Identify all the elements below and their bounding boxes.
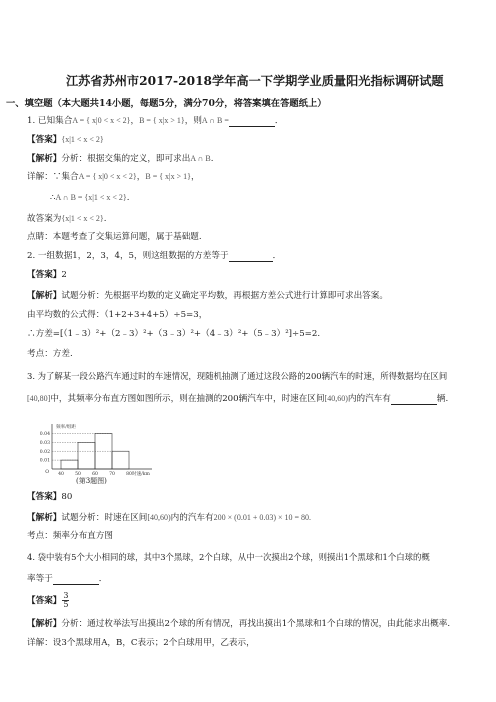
q1-answer — [27, 134, 104, 146]
q3-question-line2 — [27, 393, 448, 405]
q3-analysis-text-2: 内的汽车有 — [170, 513, 214, 523]
analysis-label: 【解析】 — [27, 513, 62, 523]
q3-question-line1: 3. 为了解某一段公路汽车通过时的车速情况，现随机抽测了通过这段公路的200辆汽车的时速，所得数据均在区间 — [27, 371, 448, 381]
q1-analysis-end: . — [210, 154, 214, 164]
q3-answer-value: 80 — [61, 492, 73, 502]
q2-analysis-text: 试题分析：先根据平均数的定义确定平均数，再根据方差公式进行计算即可求出答案。 — [61, 291, 388, 301]
q1-detail-sep: ， — [136, 172, 146, 182]
y-axis-title: 频率/组距 — [56, 425, 76, 430]
chart-caption: (第3题图) — [76, 477, 107, 485]
q3-kaodian: 考点：频率分布直方图 — [27, 531, 113, 541]
q2-variance: ∴方差=[（1﹣3）²+（2﹣3）²+（3﹣3）²+（4﹣3）²+（5﹣3）²]÷5=2. — [27, 329, 321, 339]
y-tick-label: 0.01 — [39, 458, 50, 464]
q1-set-a: A = { x|0 < x < 2} — [72, 116, 131, 125]
q1-therefore — [50, 192, 129, 204]
q1-sep: ， — [130, 116, 140, 126]
analysis-label: 【解析】 — [27, 619, 62, 629]
q1-detail-text: ∵集合 — [52, 172, 79, 182]
q4-question-line2 — [27, 574, 107, 585]
q1-therefore-end: . — [126, 193, 130, 203]
q1-note: 点睛：本题考查了交集运算问题，属于基础题. — [27, 232, 202, 242]
q2-kaodian: 考点：方差. — [27, 349, 73, 359]
section-heading: 一、填空题（本大题共14小题，每题5分，满分70分，将答案填在答题纸上） — [6, 98, 327, 109]
q1-end: ． — [274, 116, 284, 126]
frequency-histogram — [26, 423, 171, 479]
x-tick-label: 50 — [75, 472, 81, 477]
fraction-numerator: 3 — [63, 591, 69, 600]
analysis-label: 【解析】 — [27, 291, 62, 301]
q1-detail-label: 详解： — [27, 172, 53, 182]
q1-detail-end: ， — [191, 172, 200, 182]
answer-label: 【答案】 — [27, 135, 62, 145]
q1-conclusion-end: . — [103, 214, 107, 224]
answer-label: 【答案】 — [27, 596, 62, 606]
y-tick-label: 0.04 — [39, 432, 50, 438]
q2-question — [27, 251, 281, 262]
y-tick-label: 0.02 — [39, 449, 50, 455]
q3-answer-blank — [391, 395, 437, 405]
q3-analysis-expr: 200 × (0.01 + 0.03) × 10 = 80. — [213, 513, 312, 522]
q1-analysis-text: 分析：根据交集的定义，即可求出 — [61, 154, 191, 164]
q3-interval-a: [40,80] — [27, 394, 51, 403]
q1-analysis-expr: A ∩ B — [190, 154, 211, 163]
origin-label: O — [45, 470, 49, 475]
q1-detail-set-b: B = { x|x > 1} — [145, 172, 191, 181]
q2-mean: 由平均数的公式得：（1+2+3+4+5）÷5=3， — [27, 310, 208, 320]
q4-end: ． — [98, 574, 108, 584]
q3-question-text: 中，其频率分布直方图如图所示，则在抽测的200辆汽车中，时速在区间 — [50, 394, 325, 404]
fraction-denominator: 5 — [63, 600, 69, 609]
q1-analysis — [27, 153, 214, 165]
y-tick-label: 0.03 — [39, 440, 50, 446]
q4-answer-blank — [53, 575, 99, 585]
q1-detail-set-a: A = { x|0 < x < 2} — [78, 172, 137, 181]
q1-set-b: B = { x|x > 1} — [139, 116, 185, 125]
q1-question — [27, 115, 284, 127]
q2-end: ． — [272, 251, 282, 261]
analysis-label: 【解析】 — [27, 154, 62, 164]
q4-analysis — [27, 619, 450, 630]
histogram-bar — [112, 451, 129, 469]
x-axis-title: 时速/km — [132, 472, 150, 477]
page-title: 江苏省苏州市2017-2018学年高一下学期学业质量阳光指标调研试题 — [66, 74, 444, 88]
q1-detail — [27, 171, 200, 183]
x-tick-label: 60 — [92, 472, 98, 477]
q2-answer-blank — [229, 252, 273, 262]
q2-question-text: 2. 一组数据1，2，3，4，5，则这组数据的方差等于 — [27, 251, 229, 261]
q3-answer — [27, 492, 72, 503]
q1-conclusion — [27, 213, 106, 225]
q3-interval-b: [40,60) — [324, 394, 348, 403]
q4-question-line1: 4. 袋中装有5个大小相同的球，其中3个黑球，2个白球，从中一次摸出2个球，则摸出1个黑球和1个白球的概 — [27, 552, 430, 562]
histogram-bar — [78, 442, 95, 469]
q1-question-text-2: ，则 — [184, 116, 202, 126]
x-tick-label: 40 — [58, 472, 64, 477]
q3-end: 辆. — [436, 394, 449, 404]
q3-analysis — [27, 512, 311, 524]
x-tick-label: 70 — [109, 472, 115, 477]
q1-conclusion-expr: {x|1 < x < 2} — [61, 214, 104, 223]
q1-therefore-expr: A ∩ B = {x|1 < x < 2} — [55, 193, 127, 202]
q3-analysis-interval: [40,60) — [147, 513, 171, 522]
answer-label: 【答案】 — [27, 270, 62, 280]
q2-answer-value: 2 — [61, 270, 67, 280]
x-tick-label: 80 — [126, 472, 132, 477]
q3-analysis-text: 试题分析：时速在区间 — [61, 513, 148, 523]
q4-answer-fraction — [62, 592, 69, 609]
q4-detail: 详解：设3个黑球用A，B，C表示；2个白球用甲，乙表示， — [27, 638, 255, 648]
q1-question-text: 1. 已知集合 — [27, 116, 73, 126]
q1-answer-value: {x|1 < x < 2} — [61, 135, 104, 144]
q4-analysis-text: 分析：通过枚举法写出摸出2个球的所有情况，再找出摸出1个黑球和1个白球的情况，由此能求出概率. — [61, 619, 451, 629]
q1-answer-blank — [229, 117, 275, 127]
q1-conclusion-text: 故答案为 — [27, 214, 62, 224]
q2-analysis — [27, 291, 388, 302]
q1-expr: A ∩ B = — [201, 116, 229, 125]
therefore-symbol: ∴ — [50, 193, 56, 203]
q4-answer — [27, 592, 69, 609]
histogram-bar — [61, 460, 78, 469]
q4-question-text: 率等于 — [27, 574, 53, 584]
q3-question-text-2: 内的汽车有 — [347, 394, 391, 404]
q2-answer — [27, 270, 67, 281]
answer-label: 【答案】 — [27, 492, 62, 502]
